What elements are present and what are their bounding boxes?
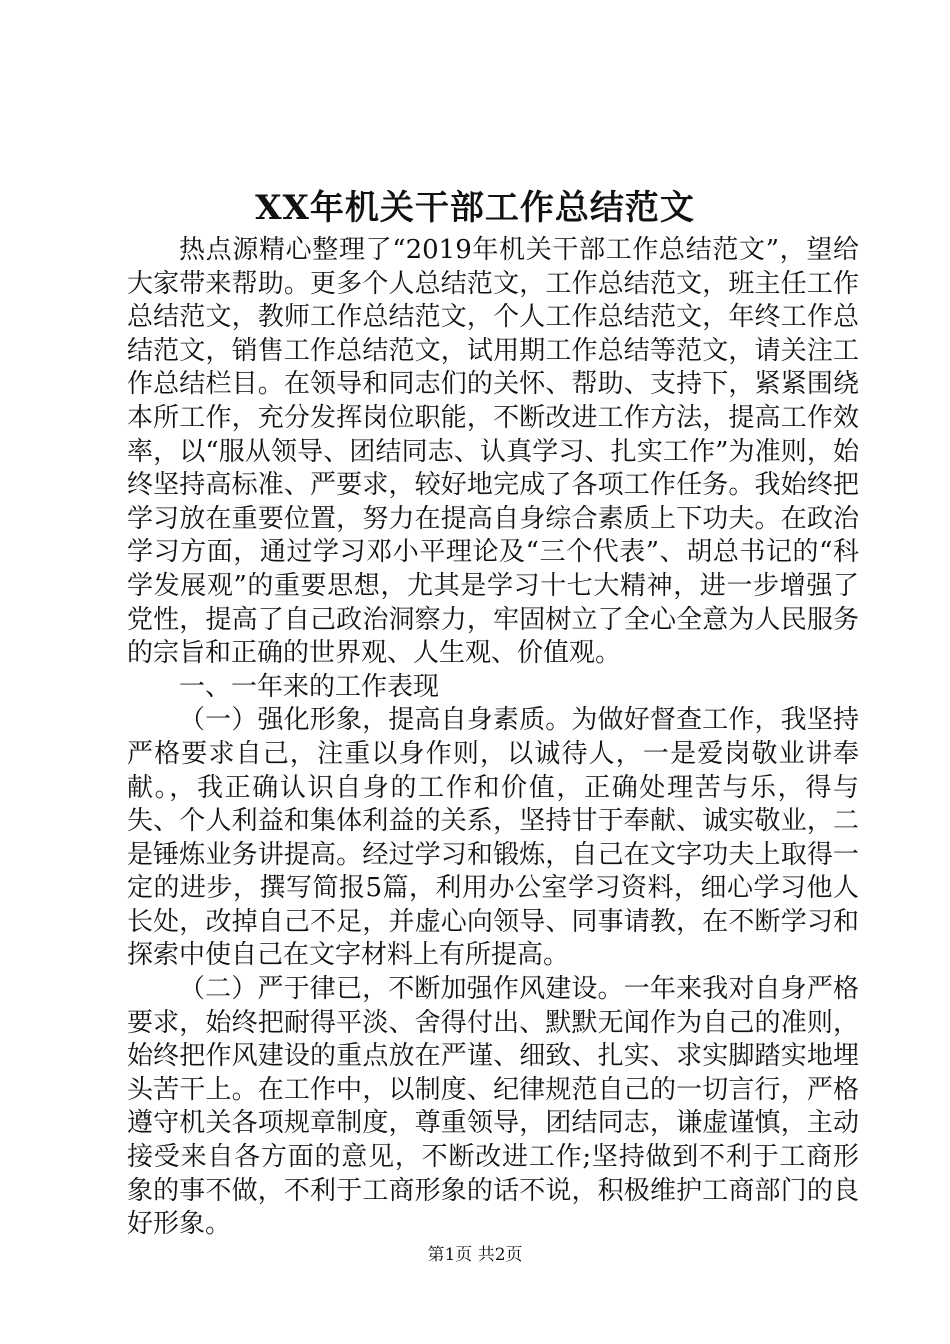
document-body bbox=[127, 234, 859, 1242]
intro-paragraph: 热点源精心整理了“2019年机关干部工作总结范文”，望给大家带来帮助。更多个人总结范文，工作总结范文，班主任工作总结范文，教师工作总结范文，个人工作总结范文，年终工作总结范文，销售工作总结范文，试用期工作总结等范文，请关注工作总结栏目。在领导和同志们的关怀、帮助、支持下，紧紧围绕本所工作，充分发挥岗位职能，不断改进工作方法，提高工作效率，以“服从领导、团结同志、认真学习、扎实工作”为准则，始终坚持高标准、严要求，较好地完成了各项工作任务。我始终把学习放在重要位置，努力在提高自身综合素质上下功夫。在政治学习方面，通过学习邓小平理论及“三个代表”、胡总书记的“科学发展观”的重要思想，尤其是学习十七大精神，进一步增强了党性，提高了自己政治洞察力，牢固树立了全心全意为人民服务的宗旨和正确的世界观、人生观、价值观。 bbox=[127, 235, 859, 669]
page-number-footer: 第1页 共2页 bbox=[427, 1245, 523, 1265]
subsection-2-paragraph: （二）严于律已，不断加强作风建设。一年来我对自身严格要求，始终把耐得平淡、舍得付出、默默无闻作为自己的准则，始终把作风建设的重点放在严谨、细致、扎实、求实脚踏实地埋头苦干上。在工作中，以制度、纪律规范自己的一切言行，严格遵守机关各项规章制度，尊重领导，团结同志，谦虚谨慎，主动接受来自各方面的意见，不断改进工作;坚持做到不利于工商形象的事不做，不利于工商形象的话不说，积极维护工商部门的良好形象。 bbox=[127, 974, 859, 1240]
subsection-1-paragraph: （一）强化形象，提高自身素质。为做好督查工作，我坚持严格要求自己，注重以身作则，以诚待人，一是爱岗敬业讲奉献。，我正确认识自身的工作和价值，正确处理苦与乐，得与失、个人利益和集体利益的关系，坚持甘于奉献、诚实敬业，二是锤炼业务讲提高。经过学习和锻炼，自己在文字功夫上取得一定的进步，撰写简报5篇，利用办公室学习资料，细心学习他人长处，改掉自己不足，并虚心向领导、同事请教，在不断学习和探索中使自己在文字材料上有所提高。 bbox=[127, 705, 859, 971]
document-title: XX年机关干部工作总结范文 bbox=[255, 188, 695, 228]
section-heading: 一、一年来的工作表现 bbox=[179, 671, 440, 702]
